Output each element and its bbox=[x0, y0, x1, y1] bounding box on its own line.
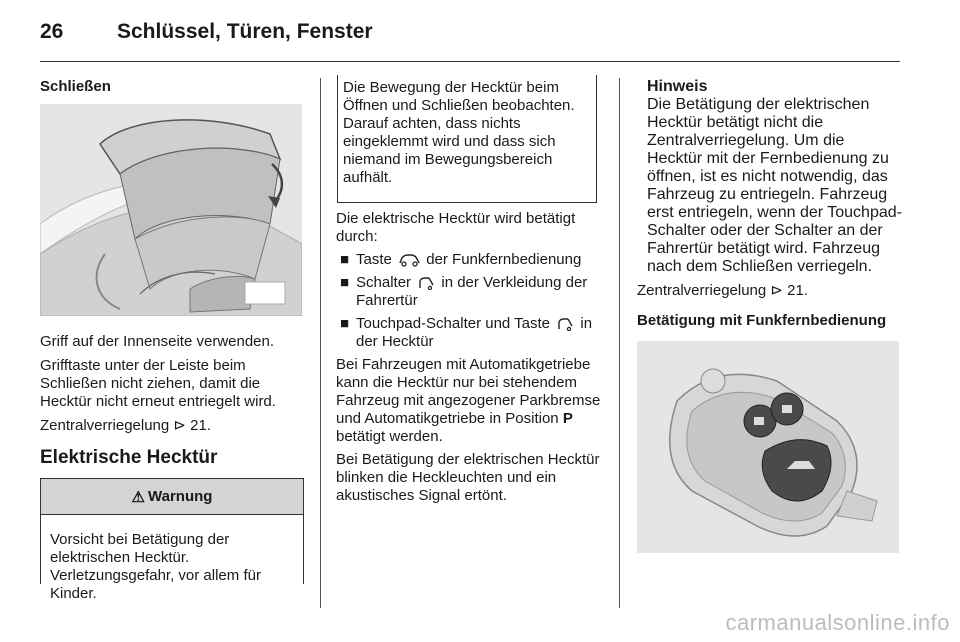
p-griff: Griff auf der Innenseite verwenden. bbox=[40, 333, 275, 350]
column-1 bbox=[40, 70, 302, 96]
bullet-square-icon: ■ bbox=[340, 315, 350, 332]
cross-reference bbox=[637, 282, 903, 300]
note-body: Die Betätigung der elektrischen bbox=[647, 96, 870, 113]
ref-page[interactable]: 21. bbox=[190, 417, 212, 434]
tailgate-drawing-icon bbox=[40, 104, 302, 316]
warning-box bbox=[40, 478, 304, 602]
position-p: P bbox=[562, 410, 573, 427]
note-title: Hinweis bbox=[647, 78, 708, 95]
bullet-text-after: in der Verkleidung der Fahrertür bbox=[356, 274, 588, 309]
note-body-rest: Hecktür betätigt nicht die Zentralverriegelung. Um die Hecktür mit der Fernbedienung zu öffnen, ist es nicht notwendig, das Fahrzeug zu entriegeln. Fahrzeug erst entriegeln, wenn der Touchpad-Schalter oder der Schalter an der Fahrertür betätigt wird. Fahrzeug nach dem Schließen verriegeln. bbox=[647, 114, 902, 275]
remote-key-icon bbox=[637, 341, 899, 553]
p-automatik-end: betätigt werden. bbox=[336, 428, 443, 445]
warning-text: Vorsicht bei Betätigung der elektrischen Hecktür. Verletzungsgefahr, vor allem für Kinder. bbox=[50, 531, 261, 602]
note-box bbox=[637, 78, 903, 276]
bullet-square-icon: ■ bbox=[340, 251, 350, 268]
ref-page[interactable]: 21. bbox=[787, 282, 809, 299]
list-item bbox=[336, 274, 604, 310]
subhead-funk: Betätigung mit Funkfernbedienung bbox=[637, 312, 887, 329]
warning-triangle-icon: ⚠ bbox=[131, 488, 145, 506]
section-title: Elektrische Hecktür bbox=[40, 447, 218, 468]
bullet-text-after: in der Hecktür bbox=[356, 315, 593, 350]
column-3-lower bbox=[637, 282, 903, 330]
p-signal: Bei Betätigung der elektrischen Hecktür blinken die Heckleuchten und ein akustisches Signal ertönt. bbox=[336, 451, 600, 504]
header-rule bbox=[40, 61, 900, 62]
cross-reference bbox=[40, 417, 302, 435]
column-1-lower bbox=[40, 333, 302, 467]
column-2 bbox=[336, 210, 604, 505]
p-automatik-text: Bei Fahrzeugen mit Automatikgetriebe kann die Hecktür nur bei stehendem Fahrzeug mit angezogener Parkbremse und Automatikgetriebe in Position bbox=[336, 356, 601, 427]
list-item bbox=[336, 251, 604, 269]
bullet-text-after: der Funkfernbedienung bbox=[426, 251, 582, 268]
list-item bbox=[336, 315, 604, 351]
bullet-square-icon: ■ bbox=[340, 274, 350, 291]
caution-box: Die Bewegung der Hecktür beim Öffnen und Schließen beobachten. Darauf achten, dass nichts eingeklemmt wird und dass sich niemand im Bewegungsbereich aufhält. bbox=[337, 75, 597, 203]
tailgate-illustration bbox=[40, 104, 302, 316]
car-remote-icon bbox=[398, 253, 420, 267]
chapter-title: Schlüssel, Türen, Fenster bbox=[117, 20, 373, 43]
remote-key-illustration bbox=[637, 341, 899, 553]
page-header bbox=[0, 0, 960, 62]
warning-header bbox=[41, 478, 303, 515]
subhead-schliessen: Schließen bbox=[40, 78, 111, 95]
tailgate-icon bbox=[556, 317, 574, 331]
ref-arrow-icon: ⊳ bbox=[173, 417, 186, 434]
column-divider bbox=[619, 78, 620, 608]
bullet-text-before: Schalter bbox=[356, 274, 412, 291]
column-divider bbox=[320, 78, 321, 608]
bullet-text-before: Taste bbox=[356, 251, 392, 268]
p-grifftaste: Grifftaste unter der Leiste beim Schließen nicht ziehen, damit die Hecktür nicht erneut entriegelt wird. bbox=[40, 357, 276, 410]
p-automatik bbox=[336, 356, 604, 446]
ref-arrow-icon: ⊳ bbox=[770, 282, 783, 299]
page-number: 26 bbox=[40, 20, 64, 43]
tailgate-icon bbox=[417, 276, 435, 290]
bullet-text-before: Touchpad-Schalter und Taste bbox=[356, 315, 551, 332]
warning-label: Warnung bbox=[148, 488, 213, 505]
ref-text[interactable]: Zentralverriegelung bbox=[637, 282, 767, 299]
p-intro: Die elektrische Hecktür wird betätigt durch: bbox=[336, 210, 576, 245]
ref-text[interactable]: Zentralverriegelung bbox=[40, 417, 170, 434]
watermark: carmanualsonline.info bbox=[725, 610, 950, 635]
